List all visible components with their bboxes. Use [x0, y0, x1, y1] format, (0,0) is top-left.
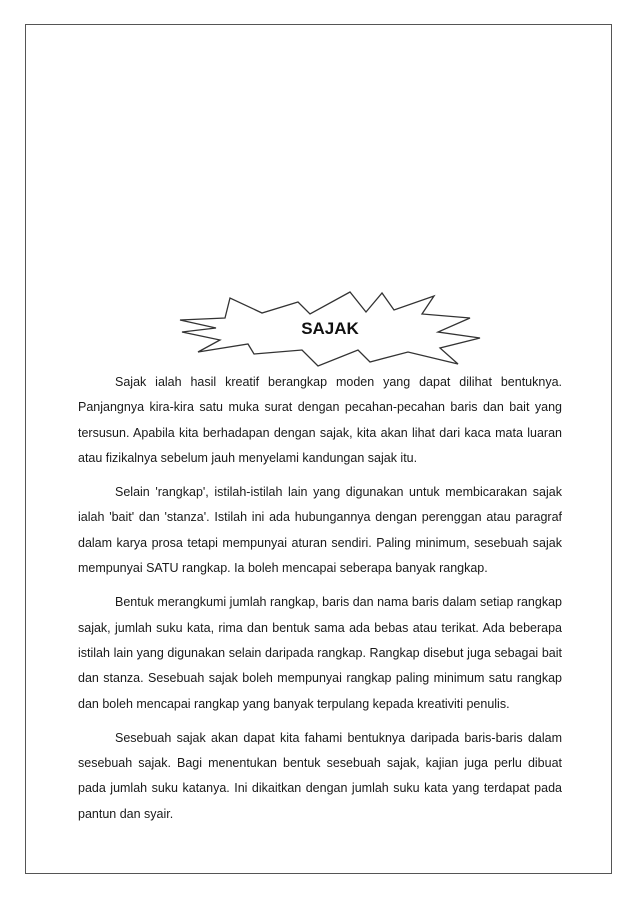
paragraph: Sesebuah sajak akan dapat kita fahami bentuknya daripada baris-baris dalam sesebuah sajak. Bagi menentukan bentuk sesebuah sajak, kajian juga perlu dibuat pada jumlah suku katanya. Ini dikaitkan dengan jumlah suku kata yang terdapat pada pantun dan syair.	[78, 730, 562, 821]
document-title: SAJAK	[301, 319, 359, 338]
paragraph: Bentuk merangkumi jumlah rangkap, baris dan nama baris dalam setiap rangkap sajak, jumlah suku kata, rima dan bentuk sama ada bebas atau terikat. Ada beberapa istilah lain yang digunakan selain daripada rangkap. Rangkap disebut juga sebagai bait dan stanza. Sesebuah sajak boleh mempunyai rangkap paling minimum satu rangkap dan boleh mencapai rangkap yang banyak terpulang kepada kreativiti penulis.	[78, 595, 562, 711]
paragraph: Sajak ialah hasil kreatif berangkap moden yang dapat dilihat bentuknya. Panjangnya kira-kira satu muka surat dengan pecahan-pecahan baris dan bait yang tersusun. Apabila kita berhadapan dengan sajak, kita akan lihat dari kaca mata luaran atau fizikalnya sebelum jauh menyelami kandungan sajak itu.	[78, 375, 562, 465]
paragraph: Selain 'rangkap', istilah-istilah lain yang digunakan untuk membicarakan sajak ialah 'bait' dan 'stanza'. Istilah ini ada hubungannya dengan perenggan atau paragraf dalam karya prosa tetapi mempunyai aturan sendiri. Paling minimum, sesebuah sajak mempunyai SATU rangkap. Ia boleh mencapai seberapa banyak rangkap.	[78, 485, 562, 576]
document-body	[78, 370, 562, 836]
